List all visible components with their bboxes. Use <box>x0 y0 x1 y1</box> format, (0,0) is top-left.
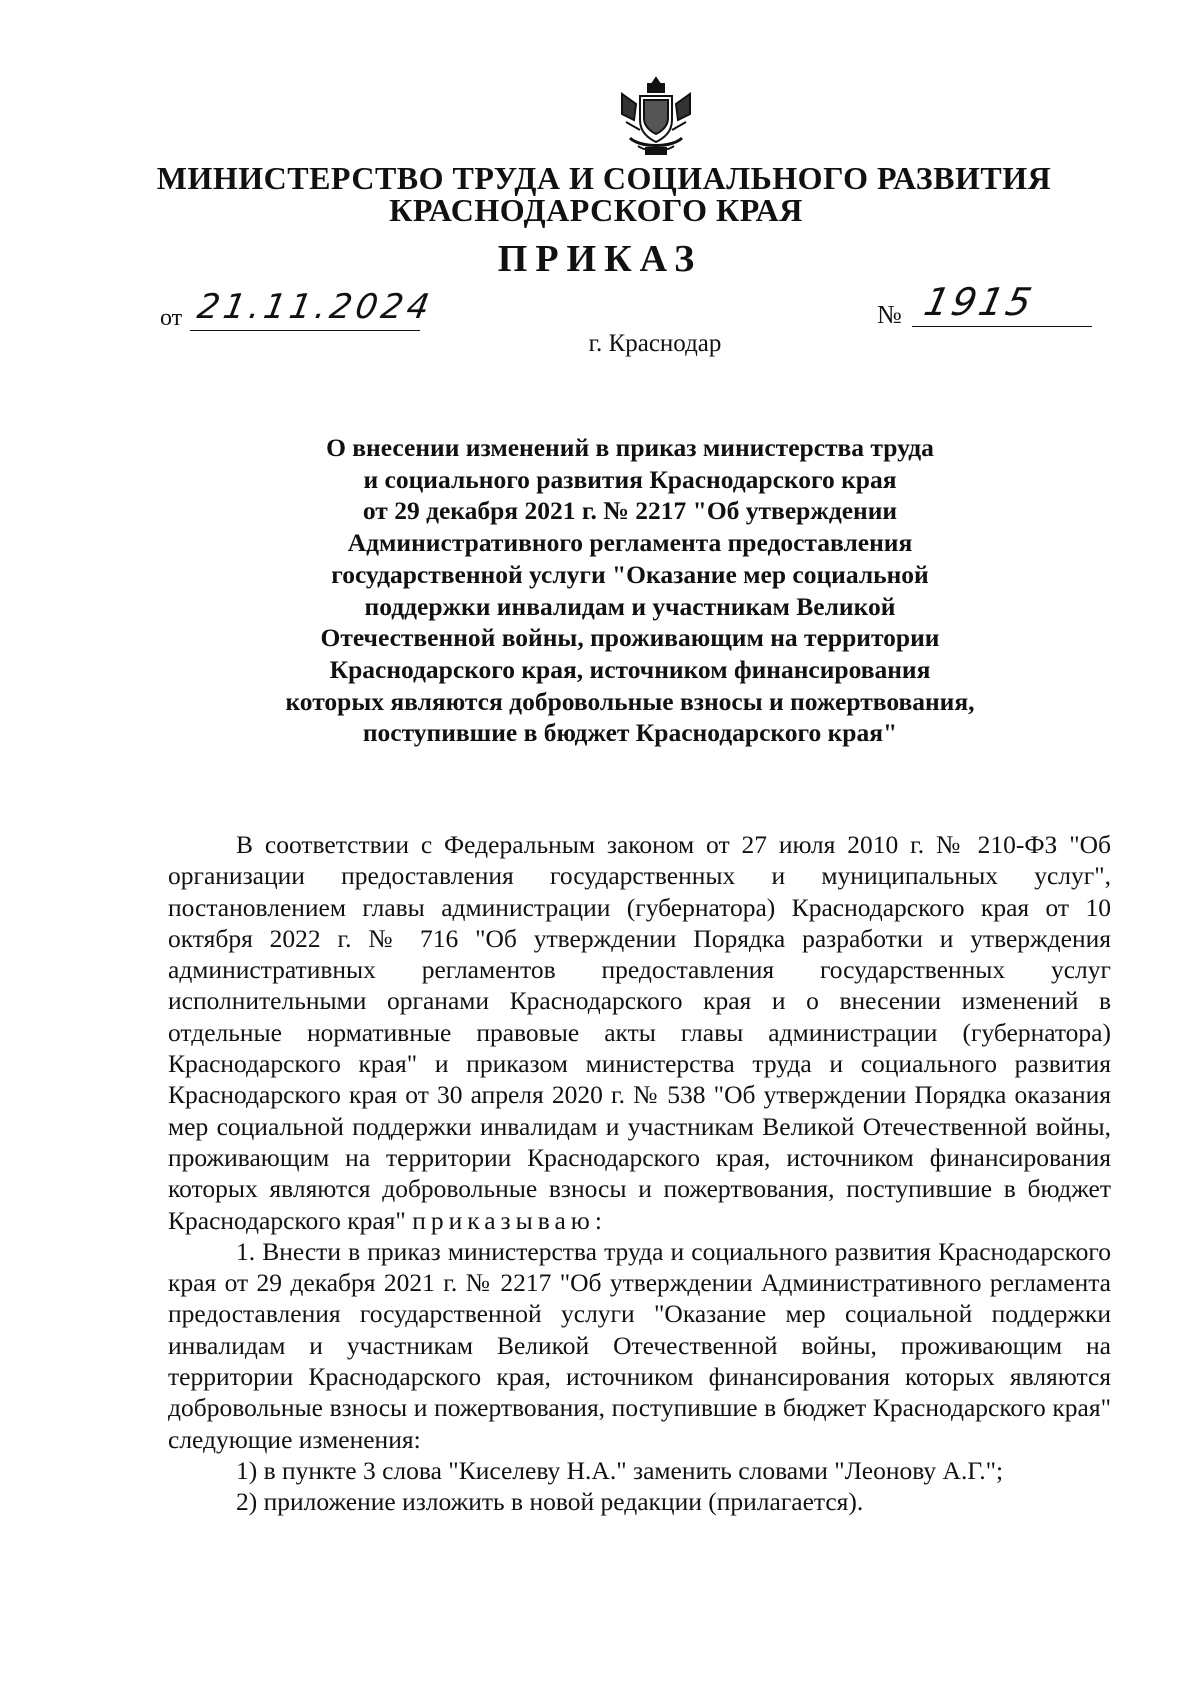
subject-line: и социального развития Краснодарского края <box>363 464 897 494</box>
subject-line: поддержки инвалидам и участникам Великой <box>364 591 896 621</box>
number-prefix: № <box>877 300 902 329</box>
subject-line: поступившие в бюджет Краснодарского края" <box>362 718 898 748</box>
order-word: приказываю: <box>412 1205 607 1235</box>
preamble-text: В соответствии с Федеральным законом от 27 июля 2010 г. № 210-ФЗ "Об организации предоставления государственных и муниципальных услуг", постановлением главы администрации (губернатора) Краснодарского края от 10 октября 2022 г. № 716 "Об утверждении Порядка разработки и утверждения административных регламентов предоставления государственных услуг исполнительными органами Краснодарского края и о внесении изменений в отдельные нормативные правовые акты главы администрации (губернатора) Краснодарского края" и приказом министерства труда и социального развития Краснодарского края от 30 апреля 2020 г. № 538 "Об утверждении Порядка оказания мер социальной поддержки инвалидам и участникам Великой Отечественной войны, проживающим на территории Краснодарского края, источником финансирования которых являются добровольные взносы и пожертвования, поступившие в бюджет Краснодарского края" <box>168 830 1111 1235</box>
order-subject <box>200 432 1060 749</box>
ministry-name-line2: КРАСНОДАРСКОГО КРАЯ <box>389 192 803 228</box>
subject-line: Краснодарского края, источником финансирования <box>329 654 931 684</box>
subject-line: от 29 декабря 2021 г. № 2217 "Об утверждении <box>362 496 898 526</box>
subject-line: О внесении изменений в приказ министерства труда <box>326 433 934 462</box>
handwritten-number: 1915 <box>920 280 1039 324</box>
item-1-subitem-2: 2) приложение изложить в новой редакции (прилагается). <box>236 1487 864 1517</box>
number-underline <box>912 326 1092 327</box>
preamble-paragraph <box>168 829 1111 1236</box>
subject-line: государственной услуги "Оказание мер социальной <box>331 559 929 589</box>
date-prefix: от <box>160 305 183 331</box>
coat-of-arms-icon <box>616 74 696 158</box>
city-name: г. Краснодар <box>588 330 722 357</box>
item-1-paragraph: 1. Внести в приказ министерства труда и социального развития Краснодарского края от 29 декабря 2021 г. № 2217 "Об утверждении Административного регламента предоставления государственной услуги "Оказание мер социальной поддержки инвалидам и участникам Великой Отечественной войны, проживающим на территории Краснодарского края, источником финансирования которых являются добровольные взносы и пожертвования, поступившие в бюджет Краснодарского края" следующие изменения: <box>168 1236 1111 1454</box>
document-type-title: ПРИКАЗ <box>497 238 703 280</box>
subject-line: которых являются добровольные взносы и пожертвования, <box>285 686 975 716</box>
item-1-subitem-1: 1) в пункте 3 слова "Киселеву Н.А." заменить словами "Леонову А.Г."; <box>236 1455 1004 1485</box>
handwritten-date: 21.11.2024 <box>194 287 437 327</box>
subject-line: Отечественной войны, проживающим на территории <box>320 623 940 653</box>
ministry-name-line1: МИНИСТЕРСТВО ТРУДА И СОЦИАЛЬНОГО РАЗВИТИЯ <box>156 160 1052 196</box>
order-body <box>168 829 1111 1518</box>
subject-line: Административного регламента предоставления <box>347 528 913 558</box>
